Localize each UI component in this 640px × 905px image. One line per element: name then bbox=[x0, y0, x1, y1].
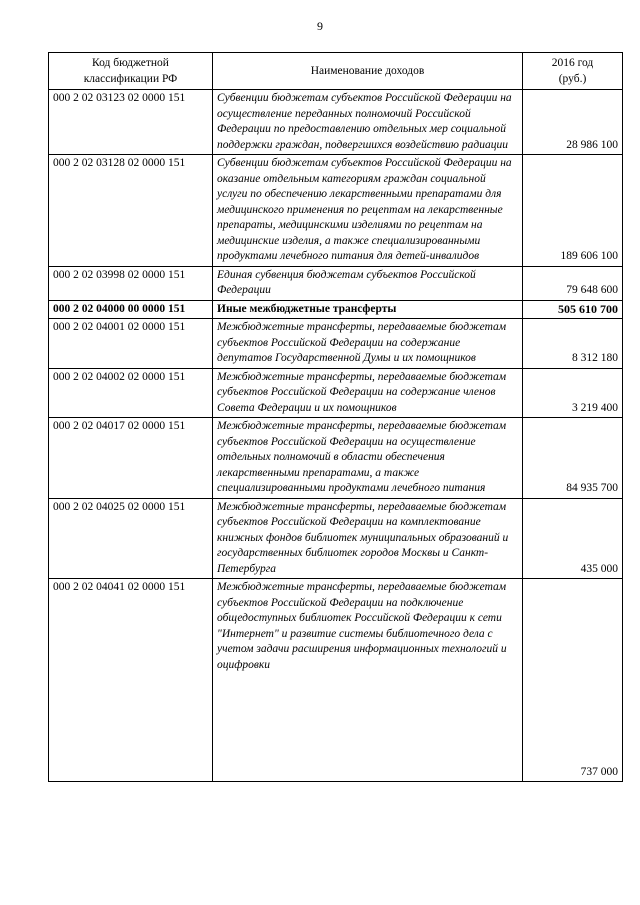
row-name: Единая субвенция бюджетам субъектов Российской Федерации bbox=[213, 266, 523, 300]
header-code-line1: Код бюджетной bbox=[92, 57, 169, 69]
row-amount: 28 986 100 bbox=[523, 90, 623, 155]
row-name: Межбюджетные трансферты, передаваемые бюджетам субъектов Российской Федерации на содержание членов Совета Федерации и их помощников bbox=[213, 368, 523, 418]
header-amount-line1: 2016 год bbox=[551, 57, 594, 69]
table-row bbox=[49, 418, 623, 499]
table-row bbox=[49, 319, 623, 369]
row-code: 000 2 02 04000 00 0000 151 bbox=[49, 300, 213, 319]
row-amount: 8 312 180 bbox=[523, 319, 623, 369]
table-row bbox=[49, 498, 623, 579]
table-row bbox=[49, 90, 623, 155]
row-amount: 737 000 bbox=[523, 579, 623, 782]
page-number: 9 bbox=[317, 19, 323, 33]
row-amount: 84 935 700 bbox=[523, 418, 623, 499]
table-row bbox=[49, 368, 623, 418]
table-row bbox=[49, 155, 623, 267]
row-amount: 79 648 600 bbox=[523, 266, 623, 300]
row-code: 000 2 02 03128 02 0000 151 bbox=[49, 155, 213, 267]
table-row bbox=[49, 266, 623, 300]
row-code: 000 2 02 04017 02 0000 151 bbox=[49, 418, 213, 499]
header-code bbox=[49, 53, 213, 90]
header-name: Наименование доходов bbox=[213, 53, 523, 90]
header-amount-line2: (руб.) bbox=[558, 73, 587, 85]
row-name: Межбюджетные трансферты, передаваемые бюджетам субъектов Российской Федерации на подключение общедоступных библиотек Российской Федерации к сети "Интернет" и развитие системы библиотечного дела с учетом задачи расширения информационных технологий и оцифровки bbox=[213, 579, 523, 782]
row-code: 000 2 02 04041 02 0000 151 bbox=[49, 579, 213, 782]
row-name: Субвенции бюджетам субъектов Российской Федерации на оказание отдельным категориям граждан социальной услуги по обеспечению лекарственными препаратами для медицинского применения по рецептам на лекарственные препараты, медицинскими изделиями по рецептам на медицинские изделия, а также специализированными продуктами лечебного питания для детей-инвалидов bbox=[213, 155, 523, 267]
row-code: 000 2 02 04002 02 0000 151 bbox=[49, 368, 213, 418]
row-amount: 189 606 100 bbox=[523, 155, 623, 267]
row-amount: 435 000 bbox=[523, 498, 623, 579]
row-code: 000 2 02 03123 02 0000 151 bbox=[49, 90, 213, 155]
row-amount: 3 219 400 bbox=[523, 368, 623, 418]
row-name: Иные межбюджетные трансферты bbox=[213, 300, 523, 319]
header-code-line2: классификации РФ bbox=[83, 73, 178, 85]
row-code: 000 2 02 04025 02 0000 151 bbox=[49, 498, 213, 579]
row-name: Межбюджетные трансферты, передаваемые бюджетам субъектов Российской Федерации на содержание депутатов Государственной Думы и их помощников bbox=[213, 319, 523, 369]
row-name: Межбюджетные трансферты, передаваемые бюджетам субъектов Российской Федерации на комплектование книжных фондов библиотек муниципальных образований и государственных библиотек городов Москвы и Санкт-Петербурга bbox=[213, 498, 523, 579]
row-name: Субвенции бюджетам субъектов Российской Федерации на осуществление переданных полномочий Российской Федерации по предоставлению отдельных мер социальной поддержки граждан, подвергшихся воздействию радиации bbox=[213, 90, 523, 155]
table-row-total bbox=[49, 300, 623, 319]
table-header-row bbox=[49, 53, 623, 90]
table-row bbox=[49, 579, 623, 782]
row-name: Межбюджетные трансферты, передаваемые бюджетам субъектов Российской Федерации на осуществление отдельных полномочий в области обеспечения лекарственными препаратами, а также специализированными продуктами лечебного питания bbox=[213, 418, 523, 499]
row-code: 000 2 02 04001 02 0000 151 bbox=[49, 319, 213, 369]
revenue-table bbox=[48, 52, 623, 782]
row-code: 000 2 02 03998 02 0000 151 bbox=[49, 266, 213, 300]
row-amount: 505 610 700 bbox=[523, 300, 623, 319]
header-amount bbox=[523, 53, 623, 90]
